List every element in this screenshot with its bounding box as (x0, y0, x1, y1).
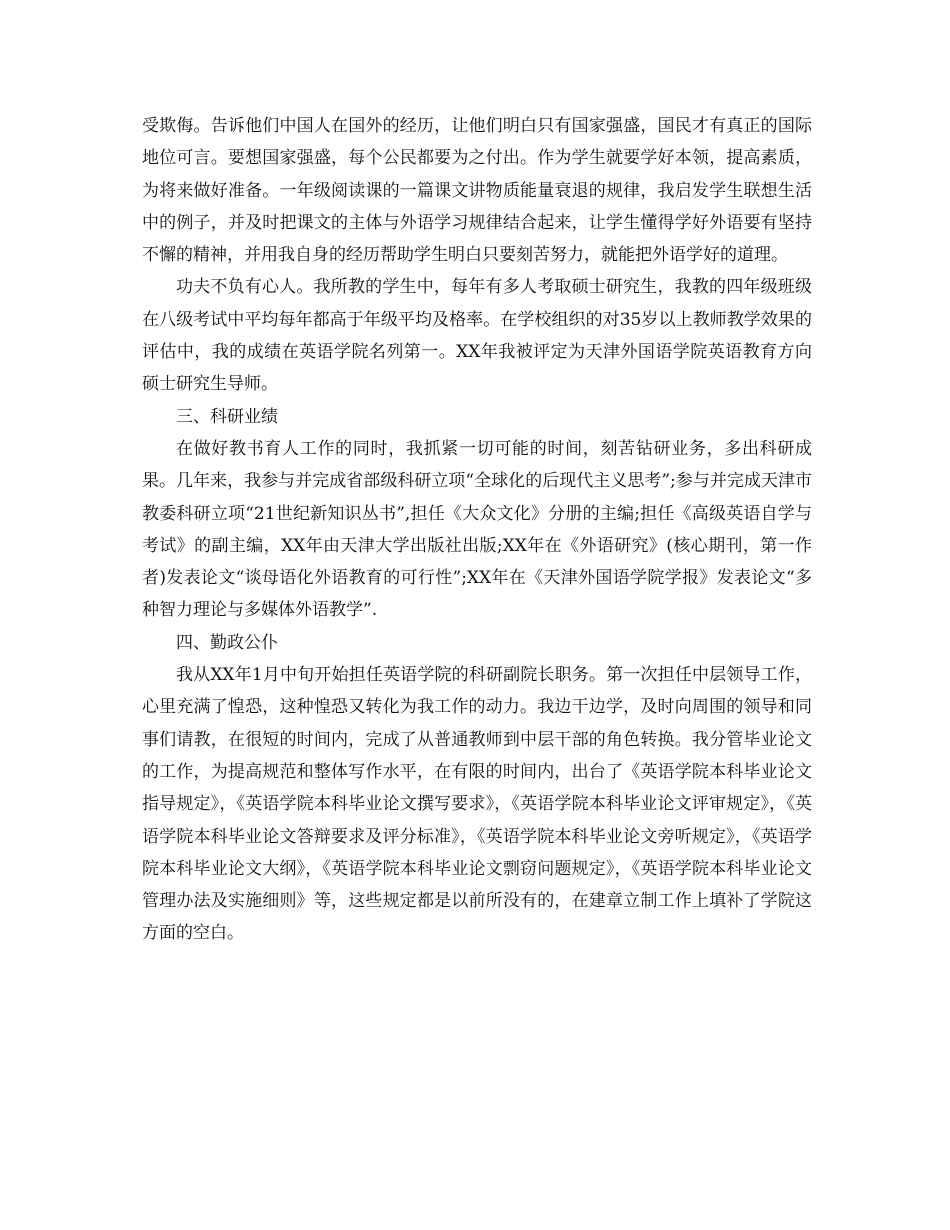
paragraph-2: 功夫不负有心人。我所教的学生中，每年有多人考取硕士研究生，我教的四年级班级在八级考试中平均每年都高于年级平均及格率。在学校组织的对35岁以上教师教学效果的评估中，我的成绩在英语学院名列第一。XX年我被评定为天津外国语学院英语教育方向硕士研究生导师。 (142, 277, 812, 395)
section-heading-research: 三、科研业绩 (176, 406, 278, 427)
document-page (142, 110, 812, 950)
paragraph-4: 我从XX年1月中旬开始担任英语学院的科研副院长职务。第一次担任中层领导工作，心里充满了惶恐，这种惶恐又转化为我工作的动力。我边干边学，及时向周围的领导和同事们请教，在很短的时间内，完成了从普通教师到中层干部的角色转换。我分管毕业论文的工作，为提高规范和整体写作水平，在有限的时间内，出台了《英语学院本科毕业论文指导规定》，《英语学院本科毕业论文撰写要求》，《英语学院本科毕业论文评审规定》，《英语学院本科毕业论文答辩要求及评分标准》，《英语学院本科毕业论文旁听规定》，《英语学院本科毕业论文大纲》，《英语学院本科毕业论文剽窃问题规定》，《英语学院本科毕业论文管理办法及实施细则》等，这些规定都是以前所没有的，在建章立制工作上填补了学院这方面的空白。 (142, 665, 812, 944)
paragraph-1: 受欺侮。告诉他们中国人在国外的经历，让他们明白只有国家强盛，国民才有真正的国际地位可言。要想国家强盛，每个公民都要为之付出。作为学生就要学好本领，提高素质，为将来做好准备。一年级阅读课的一篇课文讲物质能量衰退的规律，我启发学生联想生活中的例子，并及时把课文的主体与外语学习规律结合起来，让学生懂得学好外语要有坚持不懈的精神，并用我自身的经历帮助学生明白只要刻苦努力，就能把外语学好的道理。 (142, 116, 812, 266)
section-heading-public-service: 四、勤政公仆 (176, 632, 278, 653)
paragraph-3: 在做好教书育人工作的同时，我抓紧一切可能的时间，刻苦钻研业务，多出科研成果。几年来，我参与并完成省部级科研立项“全球化的后现代主义思考”;参与并完成天津市教委科研立项“21世纪新知识丛书”,担任《大众文化》分册的主编;担任《高级英语自学与考试》的副主编，XX年由天津大学出版社出版;XX年在《外语研究》(核心期刊，第一作者)发表论文“谈母语化外语教育的可行性”;XX年在《天津外国语学院学报》发表论文“多种智力理论与多媒体外语教学”. (142, 438, 812, 621)
